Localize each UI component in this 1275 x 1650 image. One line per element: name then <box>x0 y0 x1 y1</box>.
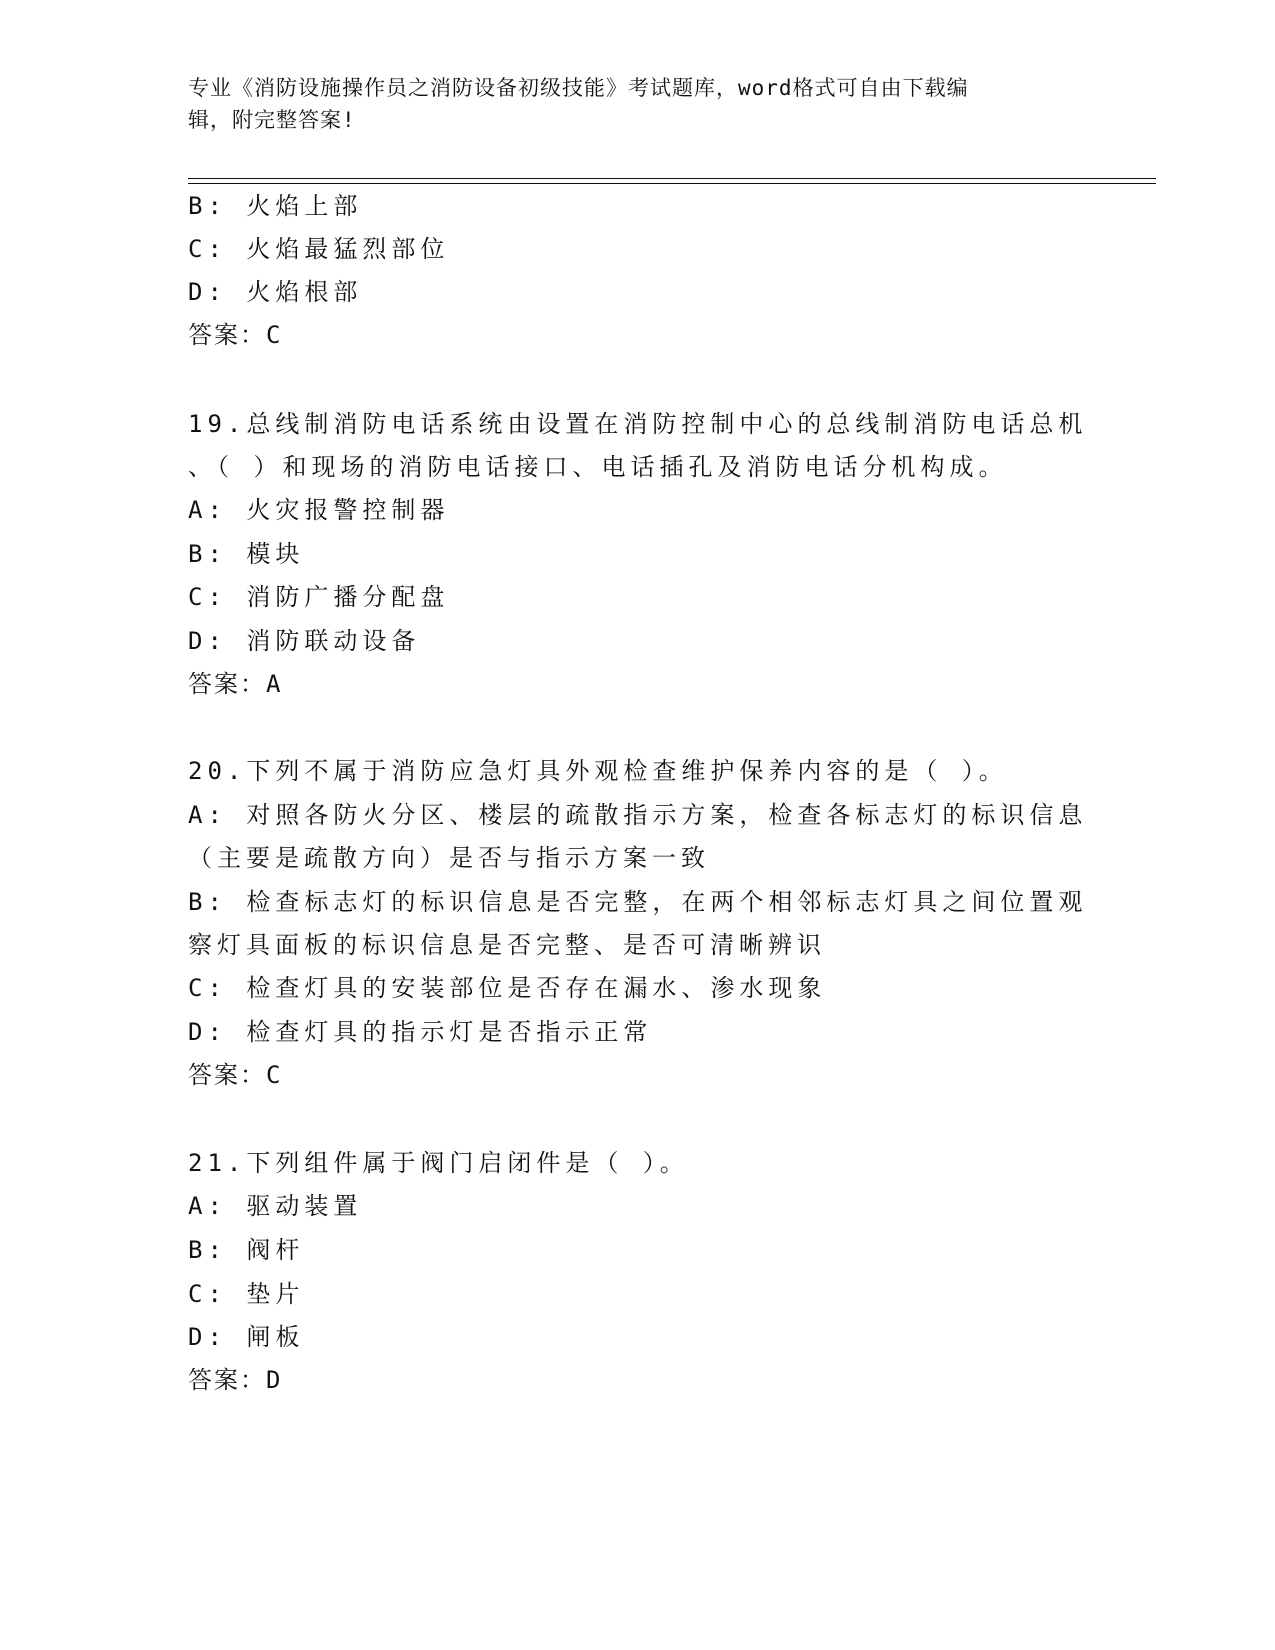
q21-option-d: D: 闸板 <box>188 1323 305 1351</box>
header-divider-top <box>188 178 1156 179</box>
q20-option-b-line-1: B: 检查标志灯的标识信息是否完整，在两个相邻标志灯具之间位置观 <box>188 888 1088 916</box>
q20-answer: 答案：C <box>188 1061 283 1089</box>
document-header <box>188 72 1068 136</box>
q19-stem-line-2: 、（ ）和现场的消防电话接口、电话插孔及消防电话分机构成。 <box>188 453 1008 481</box>
q21-answer: 答案：D <box>188 1366 283 1394</box>
q19-option-b: B: 模块 <box>188 540 305 568</box>
q19-option-d: D: 消防联动设备 <box>188 627 421 655</box>
q19-option-c: C: 消防广播分配盘 <box>188 583 450 611</box>
q20-option-b-line-2: 察灯具面板的标识信息是否完整、是否可清晰辨识 <box>188 931 826 959</box>
q18-answer: 答案：C <box>188 321 283 349</box>
q18-option-b: B: 火焰上部 <box>188 192 363 220</box>
q18-option-d: D: 火焰根部 <box>188 278 363 306</box>
q20-stem: 20.下列不属于消防应急灯具外观检查维护保养内容的是（ ）。 <box>188 757 1008 785</box>
header-divider-bottom <box>188 183 1156 184</box>
q19-option-a: A: 火灾报警控制器 <box>188 496 450 524</box>
q20-option-c: C: 检查灯具的安装部位是否存在漏水、渗水现象 <box>188 974 827 1002</box>
q19-answer: 答案：A <box>188 670 283 698</box>
q19-stem-line-1: 19.总线制消防电话系统由设置在消防控制中心的总线制消防电话总机 <box>188 410 1088 438</box>
q21-stem: 21.下列组件属于阀门启闭件是（ ）。 <box>188 1149 689 1177</box>
q20-option-a-line-1: A: 对照各防火分区、楼层的疏散指示方案，检查各标志灯的标识信息 <box>188 801 1088 829</box>
header-line-1: 专业《消防设施操作员之消防设备初级技能》考试题库，word格式可自由下载编 <box>188 76 969 100</box>
q18-option-c: C: 火焰最猛烈部位 <box>188 235 450 263</box>
header-line-2: 辑，附完整答案! <box>188 108 356 132</box>
q21-option-b: B: 阀杆 <box>188 1236 305 1264</box>
q20-option-d: D: 检查灯具的指示灯是否指示正常 <box>188 1018 653 1046</box>
q21-option-a: A: 驱动装置 <box>188 1192 363 1220</box>
q20-option-a-line-2: （主要是疏散方向）是否与指示方案一致 <box>188 844 710 872</box>
q21-option-c: C: 垫片 <box>188 1280 305 1308</box>
